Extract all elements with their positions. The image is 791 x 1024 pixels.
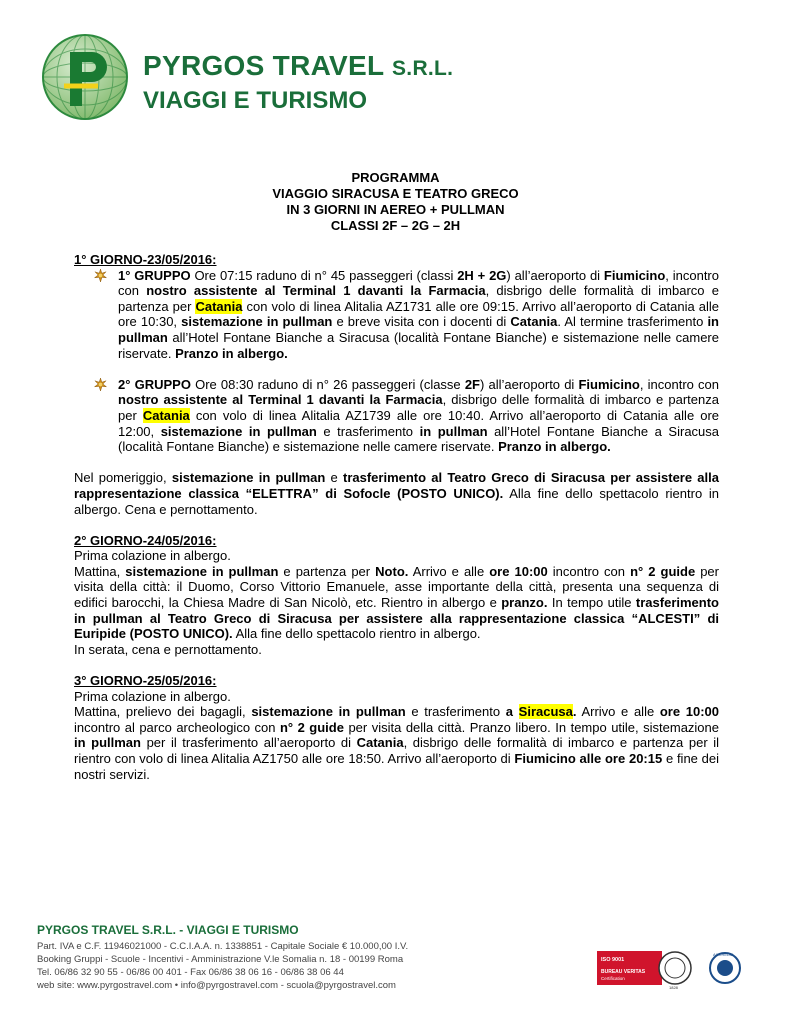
title-line: IN 3 GIORNI IN AEREO + PULLMAN	[286, 202, 505, 217]
day3-heading: 3° GIORNO-25/05/2016:	[74, 673, 217, 689]
certification-logos	[597, 943, 747, 993]
company-logo-globe-icon	[40, 32, 130, 122]
footer-address: Booking Gruppi - Scuole - Incentivi - Amministrazione V.le Somalia n. 18 - 00199 Roma	[37, 954, 404, 965]
footer-phone: Tel. 06/86 32 90 55 - 06/86 00 401 - Fax 06/86 38 06 16 - 06/86 38 06 44	[37, 967, 344, 978]
day1-group1: 1° GRUPPO Ore 07:15 raduno di n° 45 passeggeri (classi 2H + 2G) all’aeroporto di Fiumicino, incontro con nostro assistente al Terminal 1 davanti la Farmacia, disbrigo delle formalità di imbarco e partenza per Catania con volo di linea Alitalia AZ1731 alle ore 09:15. Arrivo all’aeroporto di Catania alle ore 10:30, sistemazione in pullman e breve visita con i docenti di Catania. Al termine trasferimento in pullman all’Hotel Fontane Bianche a Siracusa (località Fontane Bianche) e sistemazione nelle camere riservate. Pranzo in albergo.	[74, 268, 719, 362]
footer-vat: Part. IVA e C.F. 11946021000 - C.C.I.A.A. n. 1338851 - Capitale Sociale € 10.000,00 I.V.	[37, 941, 409, 952]
cert-label: Certification	[601, 976, 625, 981]
footer	[37, 923, 477, 992]
bullet-star-icon	[94, 269, 107, 282]
letterhead	[40, 32, 460, 127]
title-line: VIAGGIO SIRACUSA E TEATRO GRECO	[272, 186, 519, 201]
seal-year: 1828	[669, 985, 678, 990]
day2-heading: 2° GIORNO-24/05/2016:	[74, 532, 217, 548]
title-line: CLASSI 2F – 2G – 2H	[330, 218, 461, 233]
day1-afternoon: Nel pomeriggio, sistemazione in pullman e trasferimento al Teatro Greco di Siracusa per assistere alla rappresentazione classica “ELETTRA” di Sofocle (POSTO UNICO). Alla fine dello spettacolo rientro in albergo. Cena e pernottamento.	[74, 470, 719, 517]
day3-breakfast: Prima colazione in albergo.	[74, 688, 231, 704]
title-line: PROGRAMMA	[351, 170, 440, 185]
day3-morning: Mattina, prelievo dei bagagli, sistemazione in pullman e trasferimento a Siracusa. Arrivo e alle ore 10:00 incontro al parco archeologico con n° 2 guide per visita della città. Pranzo libero. In tempo utile, sistemazione in pullman per il trasferimento all’aeroporto di Catania, disbrigo delle formalità di imbarco e partenza per il rientro con volo di linea Alitalia AZ1750 alle ore 18:50. Arrivo all’aeroporto di Fiumicino alle ore 20:15 e fine dei nostri servizi.	[74, 704, 720, 782]
day2-breakfast: Prima colazione in albergo.	[74, 548, 231, 564]
footer-web: web site: www.pyrgostravel.com • info@pyrgostravel.com - scuola@pyrgostravel.com	[37, 980, 396, 991]
brand-tagline: VIAGGI E TURISMO	[143, 87, 368, 114]
footer-company: PYRGOS TRAVEL S.R.L. - VIAGGI E TURISMO	[37, 923, 299, 937]
bureau-veritas-seal-icon	[659, 952, 691, 984]
day2-evening: In serata, cena e pernottamento.	[74, 641, 262, 657]
day1-group2: 2° GRUPPO Ore 08:30 raduno di n° 26 passeggeri (classe 2F) all’aeroporto di Fiumicino, incontro con nostro assistente al Terminal 1 davanti la Farmacia, disbrigo delle formalità di imbarco e partenza per Catania con volo di linea Alitalia AZ1739 alle ore 10:40. Arrivo all’aeroporto di Catania alle ore 12:00, sistemazione in pullman e trasferimento in pullman all’Hotel Fontane Bianche a Siracusa (località Fontane Bianche) e sistemazione nelle camere riservate. Pranzo in albergo.	[74, 377, 719, 455]
accredia-label: ACCREDIA	[713, 952, 734, 957]
day1-heading: 1° GIORNO-23/05/2016:	[74, 252, 217, 267]
bullet-star-icon	[94, 378, 107, 391]
brand-name: PYRGOS TRAVEL S.R.L.	[143, 50, 454, 81]
program-title	[0, 170, 791, 234]
program-body	[74, 252, 719, 782]
iso-label: ISO 9001	[601, 957, 625, 963]
bv-label: BUREAU VERITAS	[601, 969, 646, 975]
day2-morning: Mattina, sistemazione in pullman e partenza per Noto. Arrivo e alle ore 10:00 incontro con n° 2 guide per visita della città: il Duomo, Corso Vittorio Emanuele, asse importante della città, presenta una sequenza di edifici barocchi, la Chiesa Madre di San Nicolò, etc. Rientro in albergo e pranzo. In tempo utile trasferimento in pullman al Teatro Greco di Siracusa per assistere alla rappresentazione classica “ALCESTI” di Euripide (POSTO UNICO). Alla fine dello spettacolo rientro in albergo.	[74, 563, 719, 642]
